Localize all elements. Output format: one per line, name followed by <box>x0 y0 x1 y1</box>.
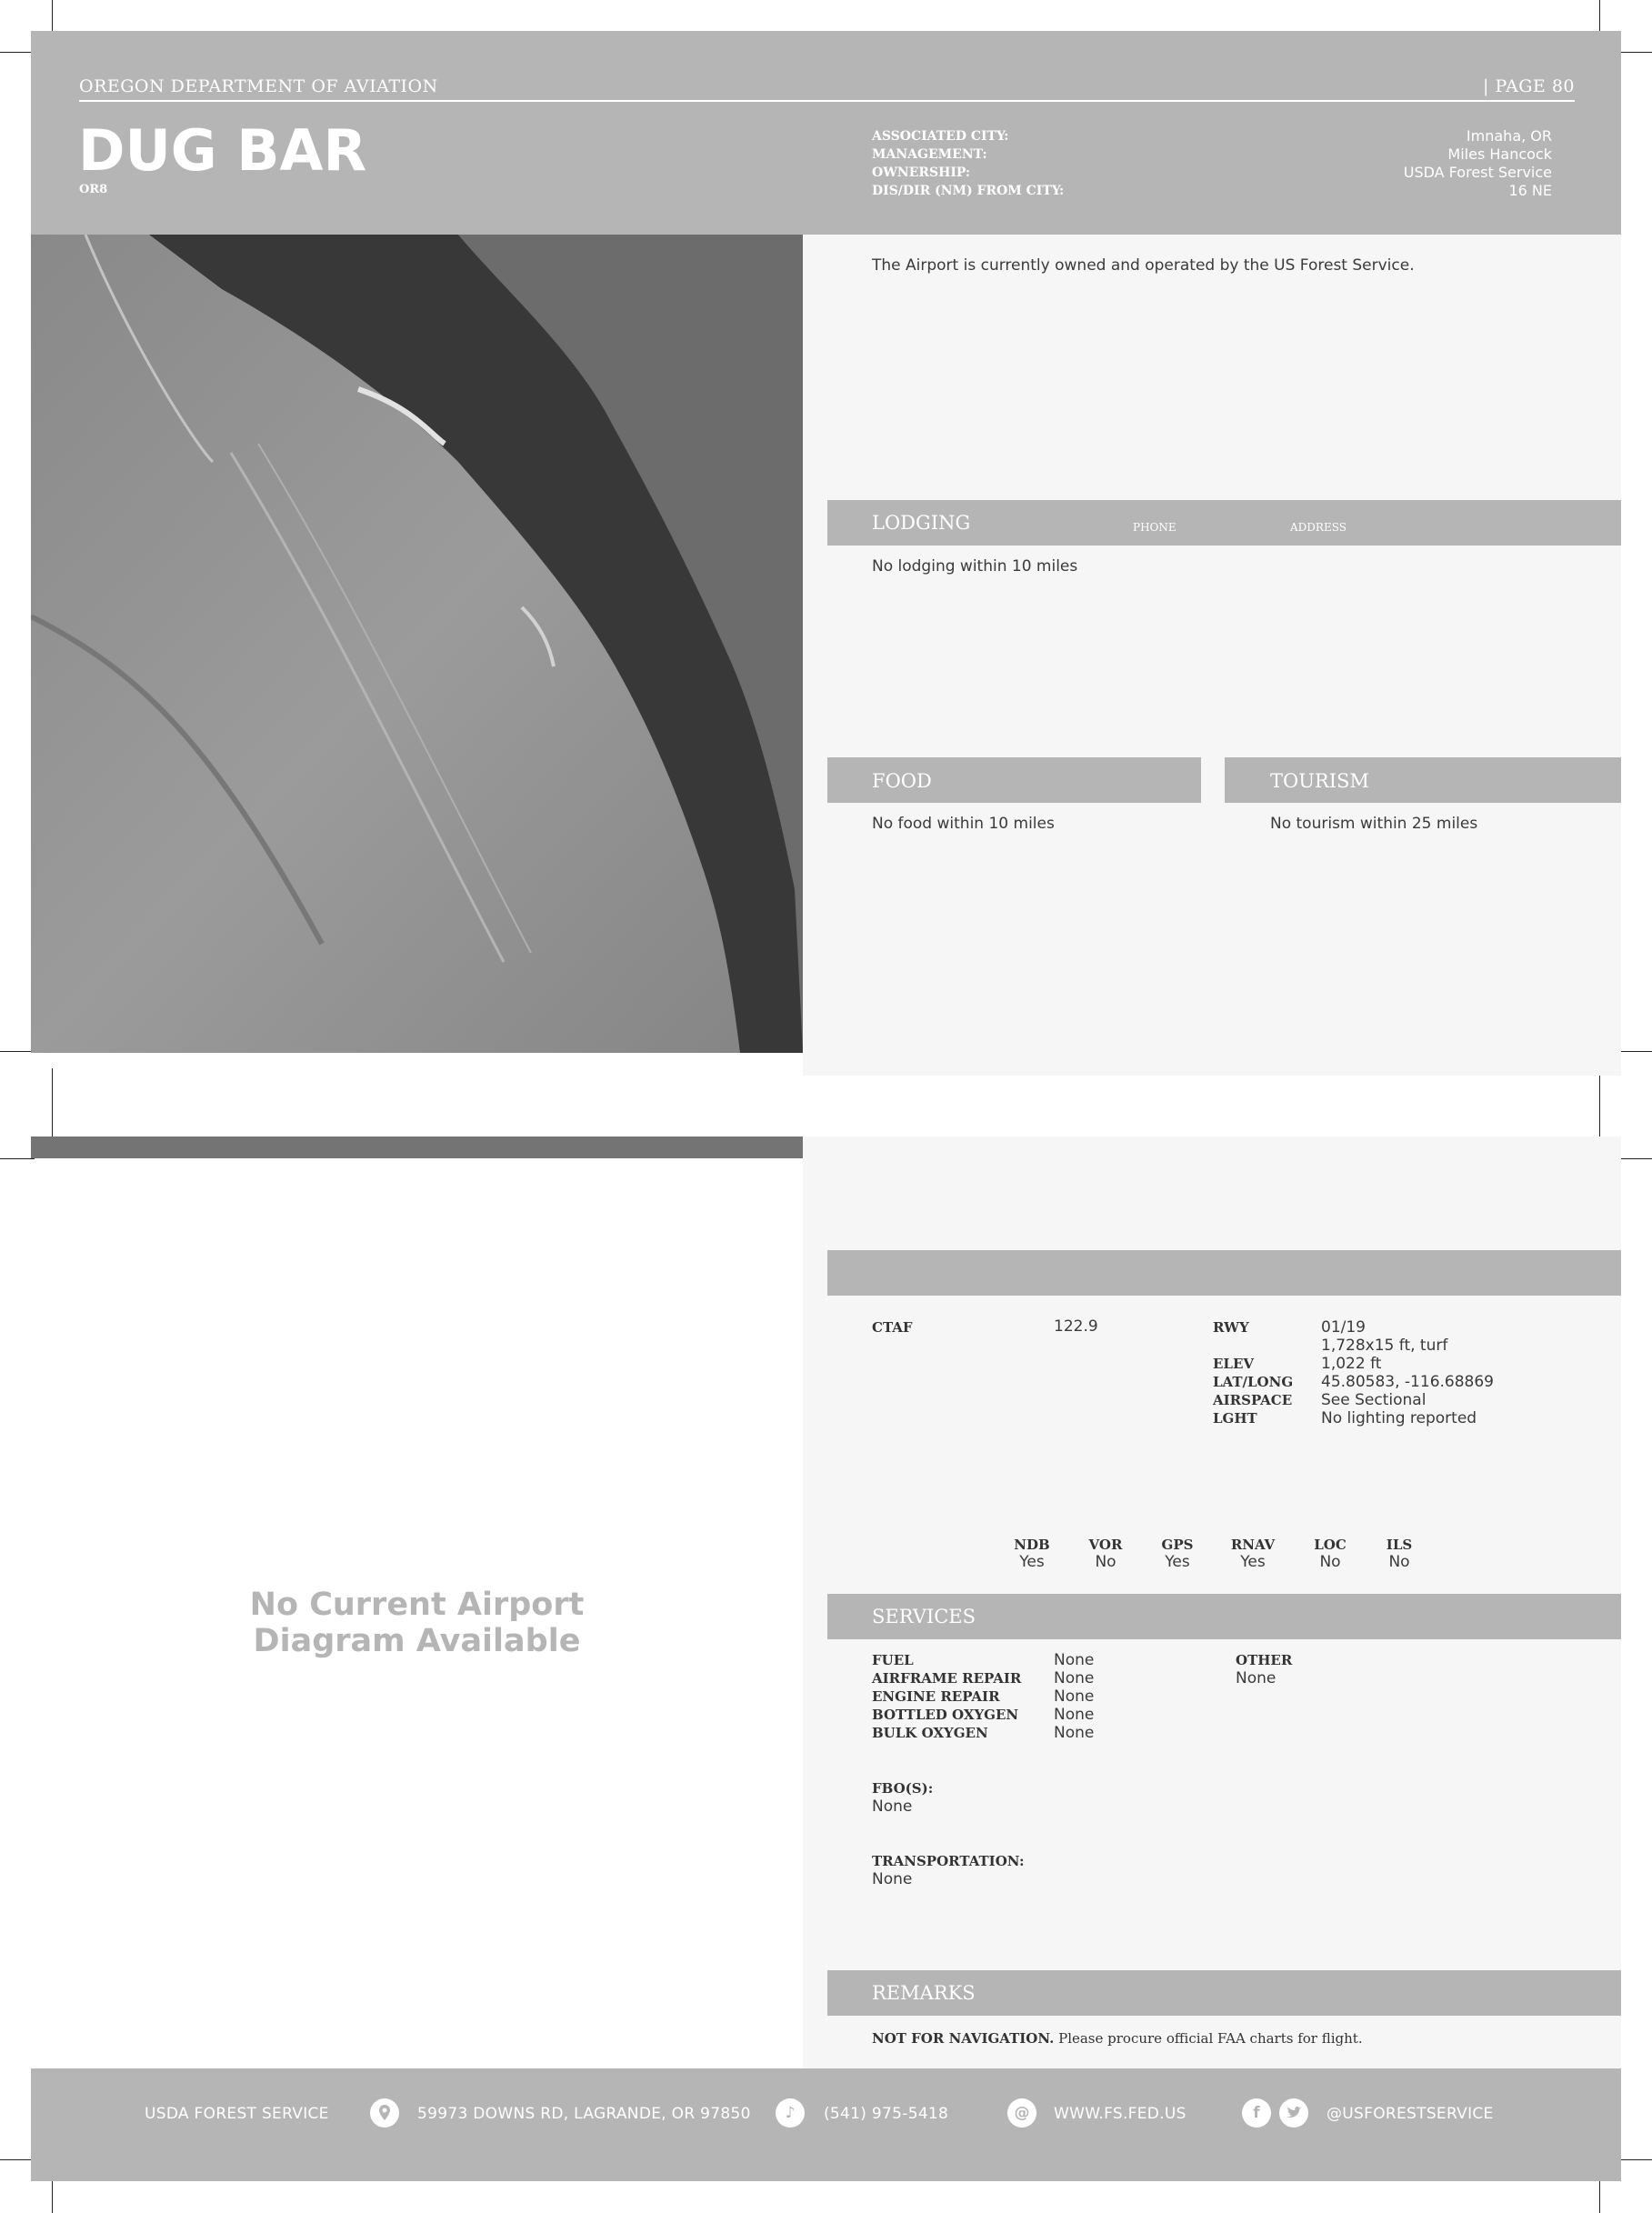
service-value: None <box>1054 1724 1095 1742</box>
info-value: 01/19 <box>1321 1318 1366 1337</box>
airport-info-header <box>827 1250 1621 1296</box>
transport-value: None <box>872 1870 913 1888</box>
food-text: No food within 10 miles <box>872 815 1055 833</box>
navaid-value: No <box>1319 1553 1341 1571</box>
diagram-placeholder <box>31 1587 803 1659</box>
info-label: AIRSPACE <box>1213 1392 1293 1408</box>
crop-mark <box>0 2159 35 2160</box>
service-value: None <box>1054 1687 1095 1706</box>
footer-address: 59973 DOWNS RD, LAGRANDE, OR 97850 <box>417 2105 751 2123</box>
facebook-icon[interactable]: f <box>1242 2098 1271 2128</box>
lodging-title: LODGING <box>872 512 971 534</box>
phone-icon: ♪ <box>776 2098 805 2128</box>
service-value: None <box>1054 1706 1095 1724</box>
navaid-label: VOR <box>1088 1537 1123 1553</box>
navaid-label: NDB <box>1014 1537 1050 1553</box>
info-label: LAT/LONG <box>1213 1374 1294 1390</box>
crop-mark <box>1617 2159 1652 2160</box>
footer-social[interactable]: @USFORESTSERVICE <box>1327 2105 1494 2123</box>
remarks-body: Please procure official FAA charts for flight. <box>1054 2030 1363 2047</box>
lodging-text: No lodging within 10 miles <box>872 557 1078 576</box>
crop-mark <box>0 1051 35 1052</box>
info-value: No lighting reported <box>1321 1409 1477 1427</box>
navaid-value: Yes <box>1240 1553 1266 1571</box>
crop-mark <box>1617 1051 1652 1052</box>
info-value: 45.80583, -116.68869 <box>1321 1373 1494 1391</box>
food-title: FOOD <box>872 770 932 792</box>
at-sign-icon: @ <box>1007 2098 1036 2128</box>
footer-band <box>31 2068 1621 2181</box>
diagram-placeholder-line1: No Current Airport <box>249 1587 585 1623</box>
meta-value: 16 NE <box>1508 182 1552 199</box>
meta-value: Imnaha, OR <box>1466 127 1552 145</box>
services-other <box>1236 1651 1292 1687</box>
header-meta-labels <box>872 127 1064 200</box>
navaid-value: No <box>1095 1553 1116 1571</box>
crop-mark <box>1599 0 1600 35</box>
navaid-rnav <box>1221 1537 1285 1571</box>
crop-mark <box>1599 2178 1600 2213</box>
info-label: RWY <box>1213 1319 1249 1336</box>
airport-description: The Airport is currently owned and operated by the US Forest Service. <box>872 256 1415 275</box>
runway-info-values <box>1321 1318 1494 1427</box>
services-values <box>1054 1651 1094 1742</box>
aerial-photo <box>31 235 803 1053</box>
page-number: | PAGE 80 <box>1483 76 1575 96</box>
transport-label: TRANSPORTATION: <box>872 1853 1025 1869</box>
service-label: AIRFRAME REPAIR <box>872 1670 1022 1687</box>
fbo-block <box>872 1779 933 1816</box>
navaid-value: No <box>1388 1553 1410 1571</box>
crop-mark <box>0 1158 35 1159</box>
service-label: FUEL <box>872 1652 914 1668</box>
info-value: 1,022 ft <box>1321 1355 1382 1373</box>
meta-label: OWNERSHIP: <box>872 165 971 180</box>
crop-mark <box>1599 1068 1600 1141</box>
navaid-ndb <box>1000 1537 1064 1571</box>
navaid-label: ILS <box>1386 1537 1413 1553</box>
tourism-text: No tourism within 25 miles <box>1270 815 1478 833</box>
remarks-title: REMARKS <box>872 1982 976 2004</box>
tourism-title: TOURISM <box>1270 770 1369 792</box>
info-value: See Sectional <box>1321 1391 1427 1409</box>
navaid-ils <box>1367 1537 1431 1571</box>
navaid-value: Yes <box>1019 1553 1045 1571</box>
footer-phone[interactable]: (541) 975-5418 <box>824 2105 949 2123</box>
info-panel-top <box>803 235 1621 1076</box>
meta-label: ASSOCIATED CITY: <box>872 129 1009 144</box>
airport-name: DUG BAR <box>78 117 367 184</box>
navaid-label: LOC <box>1314 1537 1347 1553</box>
crop-mark <box>1617 52 1652 53</box>
service-value: None <box>1054 1669 1095 1687</box>
crop-mark <box>1617 1158 1652 1159</box>
aerial-photo-svg <box>31 235 803 1053</box>
airport-code: OR8 <box>79 183 108 196</box>
twitter-icon[interactable] <box>1279 2098 1308 2128</box>
info-label: ELEV <box>1213 1356 1255 1372</box>
service-label: BOTTLED OXYGEN <box>872 1707 1019 1723</box>
runway-info-labels <box>1213 1318 1293 1427</box>
remarks-bold: NOT FOR NAVIGATION. <box>872 2030 1055 2047</box>
aerial-photo-strip <box>31 1137 803 1158</box>
navaid-value: Yes <box>1165 1553 1190 1571</box>
service-value: None <box>1054 1651 1095 1669</box>
info-value: 1,728x15 ft, turf <box>1321 1337 1448 1355</box>
services-title: SERVICES <box>872 1606 976 1627</box>
footer-website[interactable]: WWW.FS.FED.US <box>1054 2105 1186 2123</box>
services-labels <box>872 1651 1021 1742</box>
navaid-label: GPS <box>1161 1537 1194 1553</box>
header-meta-values <box>1404 127 1552 200</box>
service-label: BULK OXYGEN <box>872 1725 988 1741</box>
navaid-gps <box>1146 1537 1209 1571</box>
department-name: OREGON DEPARTMENT OF AVIATION <box>79 76 438 96</box>
fbo-value: None <box>872 1797 913 1816</box>
crop-mark <box>0 52 35 53</box>
navaid-vor <box>1074 1537 1137 1571</box>
ctaf-label: CTAF <box>872 1319 913 1336</box>
other-label: OTHER <box>1236 1652 1293 1668</box>
meta-value: USDA Forest Service <box>1403 164 1552 181</box>
info-label: LGHT <box>1213 1410 1257 1427</box>
meta-label: MANAGEMENT: <box>872 147 987 162</box>
header-rule <box>79 100 1575 102</box>
footer-org: USDA FOREST SERVICE <box>145 2105 329 2123</box>
meta-value: Miles Hancock <box>1447 145 1552 163</box>
service-label: ENGINE REPAIR <box>872 1688 1000 1705</box>
crop-mark <box>52 2178 53 2213</box>
transport-block <box>872 1852 1024 1888</box>
fbo-label: FBO(S): <box>872 1780 934 1797</box>
info-label <box>1213 1337 1293 1355</box>
crop-mark <box>52 1068 53 1141</box>
navaid-label: RNAV <box>1230 1537 1276 1553</box>
location-pin-icon <box>370 2098 399 2128</box>
other-value: None <box>1236 1669 1277 1687</box>
diagram-placeholder-line2: Diagram Available <box>253 1623 581 1659</box>
ctaf-value: 122.9 <box>1054 1317 1098 1336</box>
lodging-phone-label: PHONE <box>1133 521 1176 534</box>
lodging-address-label: ADDRESS <box>1290 521 1347 534</box>
photo-strip-svg <box>31 1137 803 1158</box>
navaid-loc <box>1298 1537 1362 1571</box>
meta-label: DIS/DIR (NM) FROM CITY: <box>872 184 1065 198</box>
crop-mark <box>52 0 53 35</box>
remarks-text <box>872 2030 1363 2047</box>
